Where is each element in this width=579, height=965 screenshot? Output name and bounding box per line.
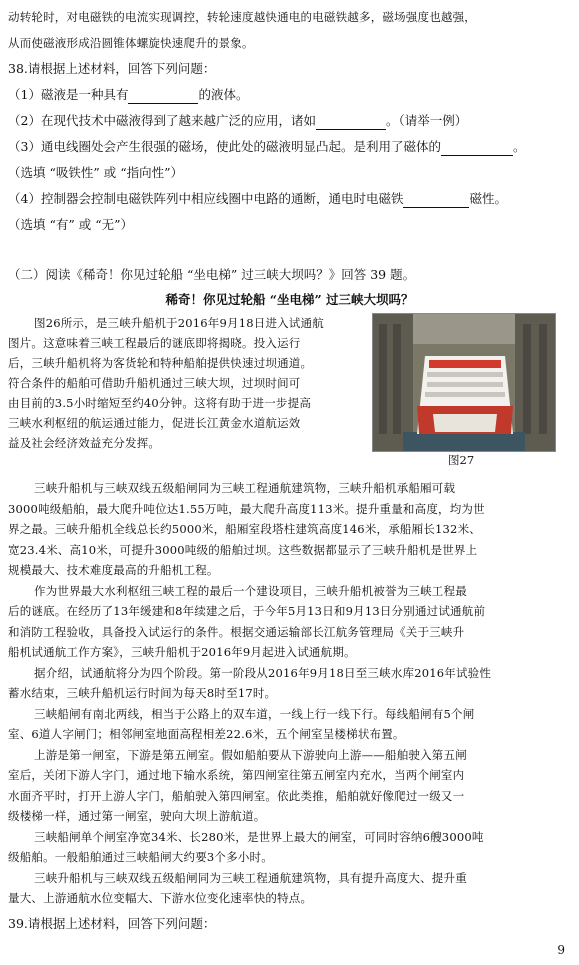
text-line: 界之最。三峡升船机全线总长约5000米，船厢室段塔柱建筑高度146米，承船厢长132米、: [8, 522, 481, 536]
text-line: 室后，关闭下游人字门，通过地下输水系统，第四闸室往第五闸室内充水，当两个闸室内: [8, 768, 465, 782]
text-line: 三峡船闸有南北两线，相当于公路上的双车道，一线上行一线下行。每线船闸有5个闸: [34, 706, 475, 721]
text-line: 图片。这意味着三峡工程最后的谜底即将揭晓。投入运行: [8, 336, 301, 350]
article-title: 稀奇！你见过轮船 “坐电梯” 过三峡大坝吗？: [165, 292, 414, 307]
item-text: （4）控制器会控制电磁铁阵列中相应线圈中电路的通断，通电时电磁铁: [8, 191, 404, 206]
text-line: 据介绍，试通航将分为四个阶段。第一阶段从2016年9月18日至三峡水库2016年试验性: [34, 665, 492, 680]
item-text: 。: [512, 139, 526, 154]
text-line: 船机试通航工作方案》，三峡升船机于2016年9月起进入试通航期。: [8, 645, 356, 659]
text-line: 三峡升船机与三峡双线五级船闸同为三峡工程通航建筑物，具有提升高度大、提升重: [34, 870, 467, 885]
answer-blank[interactable]: [403, 194, 469, 208]
text-line: 后的谜底。在经历了13年缓建和8年续建之后，于今年5月13日和9月13日分别通过试通航前: [8, 604, 486, 618]
text-line: 动转轮时，对电磁铁的电流实现调控，转轮速度越快通电的电磁铁越多，磁场强度也越强，: [8, 10, 476, 24]
item-text: （1）磁液是一种具有: [8, 87, 129, 102]
text-line: 蓄水结束，三峡升船机运行时间为每天8时至17时。: [8, 686, 277, 700]
text-line: 三峡升船机与三峡双线五级船闸同为三峡工程通航建筑物，三峡升船机承船厢可载: [34, 481, 456, 495]
ship-lift-photo: [372, 313, 556, 452]
question-39-header: 39.请根据上述材料，回答下列问题：: [8, 916, 216, 931]
text-line: 益及社会经济效益充分发挥。: [8, 436, 161, 450]
text-line: 三峡船闸单个闸室净宽34米、长280米，是世界上最大的闸室，可同时容纳6艘3000吨: [34, 829, 484, 844]
q38-item-3: [8, 138, 571, 156]
answer-blank[interactable]: [316, 116, 386, 130]
text-line: 规模最大、技术难度最高的升船机工程。: [8, 563, 219, 577]
section-2-intro: （二）阅读《稀奇！你见过轮船 “坐电梯” 过三峡大坝吗？》回答 39 题。: [8, 267, 416, 282]
text-line: 从而使磁液形成沿圆锥体螺旋快速爬升的景象。: [8, 36, 254, 50]
text-line: 室、6道人字闸门；相邻闸室地面高程相差22.6米，五个闸室呈楼梯状布置。: [8, 727, 405, 741]
q38-item-4-hint: （选填 “有” 或 “无”）: [8, 217, 133, 232]
page-number: 9: [557, 943, 565, 957]
text-line: 量大、上游通航水位变幅大、下游水位变化速率快的特点。: [8, 891, 313, 905]
text-line: 级船舶。一般船舶通过三峡船闸大约要3个多小时。: [8, 850, 273, 864]
q38-item-2: [8, 112, 571, 130]
text-line: 符合条件的船舶可借助升船机通过三峡大坝，过坝时间可: [8, 376, 301, 390]
text-line: 水面齐平时，打开上游人字门，船舶驶入第四闸室。依此类推，船舶就好像爬过一级又一: [8, 788, 465, 803]
item-text: 。（请举一例）: [385, 113, 468, 128]
item-text: （3）通电线圈处会产生很强的磁场，使此处的磁液明显凸起。是利用了磁体的: [8, 139, 441, 154]
text-line: 三峡水利枢纽的航运通过能力，促进长江黄金水道航运效: [8, 416, 301, 430]
answer-blank[interactable]: [128, 90, 198, 104]
figure-caption: 图27: [448, 453, 475, 467]
q38-item-4: [8, 190, 571, 208]
item-text: （2）在现代技术中磁液得到了越来越广泛的应用，诸如: [8, 113, 316, 128]
q38-item-3-hint: （选填 “吸铁性” 或 “指向性”）: [8, 165, 183, 180]
item-text: 的液体。: [198, 87, 249, 102]
q38-item-1: [8, 86, 571, 104]
text-line: 图26所示，是三峡升船机于2016年9月18日进入试通航: [34, 316, 324, 330]
item-text: 磁性。: [469, 191, 507, 206]
text-line: 由目前的3.5小时缩短至约40分钟。这将有助于进一步提高: [8, 396, 312, 410]
text-line: 宽23.4米、高10米，可提升3000吨级的船舶过坝。这些数据都显示了三峡升船机是世界上: [8, 542, 478, 557]
text-line: 上游是第一闸室，下游是第五闸室。假如船舶要从下游驶向上游——船舶驶入第五闸: [34, 747, 467, 762]
text-line: 后，三峡升船机将为客货轮和特种船舶提供快速过坝通道。: [8, 356, 313, 370]
text-line: 3000吨级船舶，最大爬升吨位达1.55万吨，最大爬升高度113米。提升重量和高度，均为世: [8, 501, 485, 516]
text-line: 和消防工程验收，具备投入试运行的条件。根据交通运输部长江航务管理局《关于三峡升: [8, 624, 465, 639]
text-line: 级楼梯一样，通过第一闸室，驶向大坝上游航道。: [8, 809, 266, 823]
text-line: 作为世界最大水利枢纽三峡工程的最后一个建设项目，三峡升船机被誉为三峡工程最: [34, 583, 467, 598]
answer-blank[interactable]: [441, 142, 513, 156]
question-38-header: 38.请根据上述材料，回答下列问题：: [8, 61, 216, 76]
